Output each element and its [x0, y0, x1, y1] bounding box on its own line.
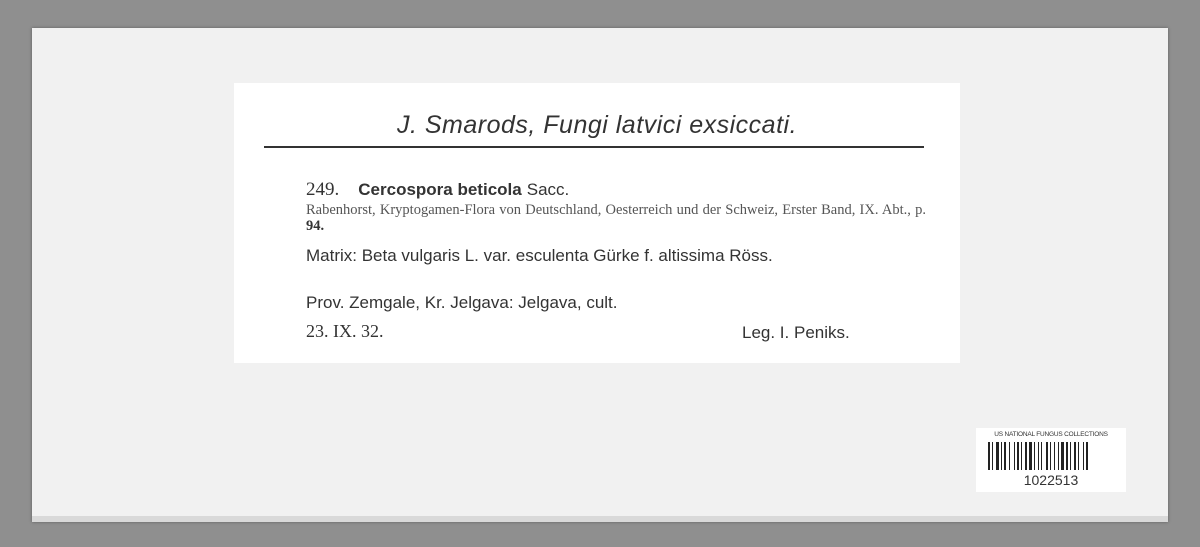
reference-text: Rabenhorst, Kryptogamen-Flora von Deutschland, Oesterreich und der Schweiz, Erster Band, IX. Abt., p. [306, 202, 926, 218]
collection-date: 23. IX. 32. [306, 321, 384, 341]
reference-page: 94. [306, 217, 325, 234]
species-authority: Sacc. [526, 180, 570, 199]
entry-line [306, 179, 569, 201]
matrix-host: Matrix: Beta vulgaris L. var. esculenta Gürke f. altissima Röss. [306, 246, 773, 265]
sheet-edge [32, 516, 1168, 522]
title-divider [264, 146, 924, 148]
specimen-label [234, 83, 960, 363]
barcode-caption: US NATIONAL FUNGUS COLLECTIONS [994, 431, 1108, 438]
barcode-number: 1022513 [1023, 472, 1079, 488]
collector: Leg. I. Peniks. [742, 323, 850, 342]
entry-number: 249. [306, 179, 340, 200]
label-title: J. Smarods, Fungi latvici exsiccati. [396, 111, 798, 139]
barcode-label [976, 428, 1126, 492]
locality: Prov. Zemgale, Kr. Jelgava: Jelgava, cult. [306, 293, 618, 312]
barcode-bars [988, 442, 1114, 470]
literature-reference [306, 203, 926, 234]
species-name: Cercospora beticola [358, 180, 522, 199]
